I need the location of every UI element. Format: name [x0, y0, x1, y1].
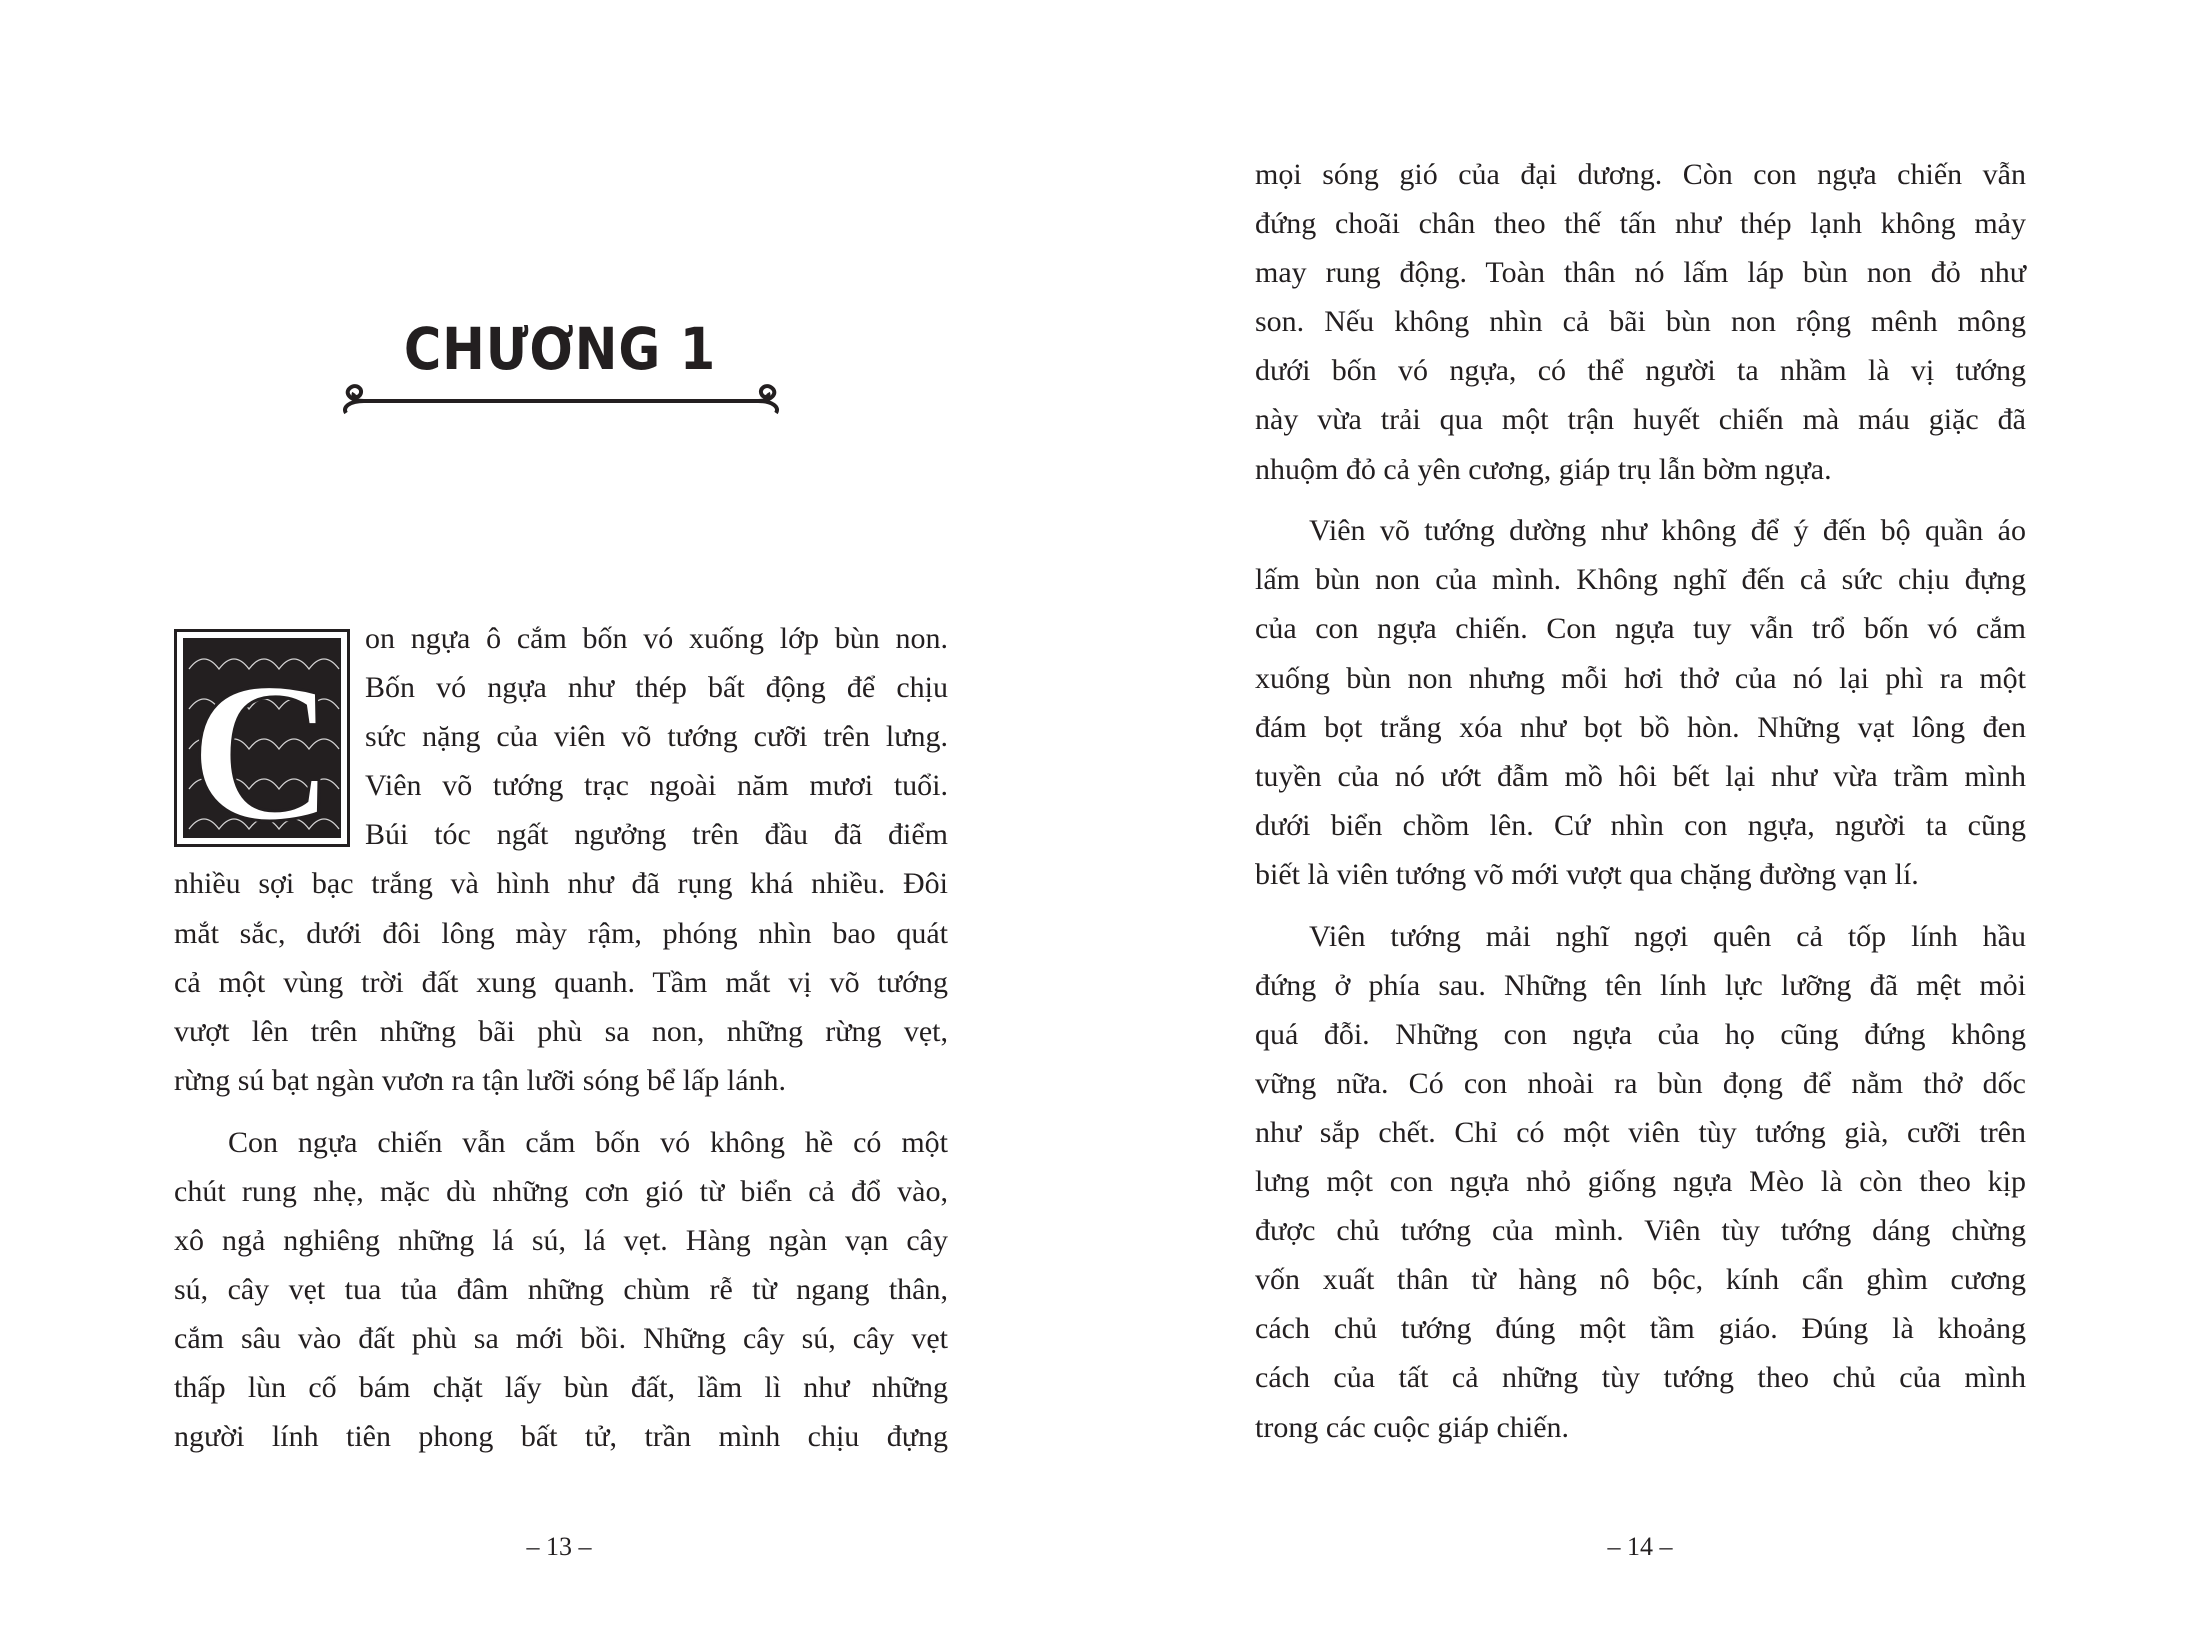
- paragraph: [1255, 150, 2026, 494]
- chapter-ornament-divider: [336, 383, 786, 419]
- text-line: trong các cuộc giáp chiến.: [1255, 1410, 1570, 1444]
- text-line: may rung động. Toàn thân nó lấm láp bùn non đỏ như: [1255, 256, 2026, 290]
- text-line: lấm bùn non của mình. Không nghĩ đến cả sức chịu đựng: [1255, 563, 2026, 597]
- text-line: Viên võ tướng dường như không để ý đến bộ quần áo: [1309, 514, 2026, 548]
- text-line: nhiều sợi bạc trắng và hình như đã rụng khá nhiều. Đôi: [174, 867, 948, 901]
- text-line: tuyền của nó ướt đẫm mồ hôi bết lại như vừa trầm mình: [1255, 759, 2026, 793]
- svg-text:C: C: [189, 642, 335, 847]
- right-text-column: [1255, 150, 2026, 1464]
- text-line: vượt lên trên những bãi phù sa non, những rừng vẹt,: [174, 1014, 948, 1048]
- text-line: xuống bùn non nhưng mỗi hơi thở của nó lại phì ra một: [1255, 661, 2026, 695]
- text-line: đứng ở phía sau. Những tên lính lực lưỡng đã mệt mỏi: [1255, 968, 2026, 1002]
- text-line: on ngựa ô cắm bốn vó xuống lớp bùn non.: [365, 622, 948, 655]
- page-number: – 13 –: [526, 1532, 592, 1561]
- text-line: nhuộm đỏ cả yên cương, giáp trụ lẫn bờm ngựa.: [1255, 452, 1832, 486]
- text-line: quá đỗi. Những con ngựa của họ cũng đứng không: [1255, 1017, 2026, 1051]
- text-line: của con ngựa chiến. Con ngựa tuy vẫn trổ bốn vó cắm: [1255, 612, 2026, 646]
- paragraph: [1255, 912, 2026, 1452]
- text-line: chút rung nhẹ, mặc dù những cơn gió từ biển cả đổ vào,: [174, 1174, 948, 1208]
- text-line: này vừa trải qua một trận huyết chiến mà máu giặc đã: [1255, 403, 2026, 437]
- text-line: cách chủ tướng đúng một tầm giáo. Đúng là khoảng: [1255, 1312, 2026, 1346]
- right-page: [1095, 0, 2190, 1646]
- text-line: mọi sóng gió của đại dương. Còn con ngựa chiến vẫn: [1255, 158, 2026, 191]
- text-line: son. Nếu không nhìn cả bãi bùn non rộng mênh mông: [1255, 305, 2026, 339]
- chapter-title: CHƯƠNG 1: [403, 315, 717, 383]
- text-line: vốn xuất thân từ hàng nô bộc, kính cẩn ghìm cương: [1255, 1263, 2026, 1297]
- text-line: lưng một con ngựa nhỏ giống ngựa Mèo là còn theo kịp: [1255, 1165, 2026, 1199]
- text-line: Viên võ tướng trạc ngoài năm mươi tuổi.: [365, 769, 948, 803]
- text-line: rừng sú bạt ngàn vươn ra tận lưỡi sóng bể lấp lánh.: [174, 1063, 787, 1097]
- text-line: Viên tướng mải nghĩ ngợi quên cả tốp lính hầu: [1309, 919, 2026, 953]
- text-line: biết là viên tướng võ mới vượt qua chặng đường vạn lí.: [1255, 857, 1919, 891]
- text-line: Bốn vó ngựa như thép bất động để chịu: [365, 671, 948, 705]
- text-line: đứng choãi chân theo thế tấn như thép lạnh không mảy: [1255, 207, 2026, 241]
- text-line: đám bọt trắng xóa như bọt bồ hòn. Những vạt lông đen: [1255, 710, 2026, 744]
- paragraph: [174, 614, 948, 1105]
- text-line: dưới bốn vó ngựa, có thể người ta nhầm là vị tướng: [1255, 354, 2026, 388]
- text-line: thấp lùn cố bám chặt lấy bùn đất, lầm lì như những: [174, 1371, 948, 1404]
- text-line: dưới biển chồm lên. Cứ nhìn con ngựa, người ta cũng: [1255, 808, 2026, 842]
- text-line: cách của tất cả những tùy tướng theo chủ của mình: [1255, 1361, 2026, 1395]
- text-line: cắm sâu vào đất phù sa mới bồi. Những cây sú, cây vẹt: [174, 1321, 948, 1355]
- text-line: Con ngựa chiến vẫn cắm bốn vó không hề có một: [228, 1125, 948, 1159]
- text-line: người lính tiên phong bất tử, trần mình chịu đựng: [174, 1420, 948, 1454]
- paragraph: [174, 1118, 948, 1462]
- text-line: được chủ tướng của mình. Viên tùy tướng dáng chừng: [1255, 1214, 2026, 1248]
- page-number: – 14 –: [1607, 1532, 1673, 1561]
- text-line: mắt sắc, dưới đôi lông mày rậm, phóng nhìn bao quát: [174, 916, 948, 950]
- text-line: sức nặng của viên võ tướng cưỡi trên lưng.: [365, 720, 948, 754]
- text-line: Búi tóc ngất ngưởng trên đầu đã điểm: [365, 818, 948, 852]
- text-line: sú, cây vẹt tua tủa đâm những chùm rễ từ ngang thân,: [174, 1272, 948, 1306]
- paragraph: [1255, 506, 2026, 899]
- left-text-column: [174, 614, 948, 1474]
- text-line: cả một vùng trời đất xung quanh. Tầm mắt vị võ tướng: [174, 965, 948, 999]
- text-line: như sắp chết. Chỉ có một viên tùy tướng già, cưỡi trên: [1255, 1115, 2026, 1149]
- text-line: vững nữa. Có con nhoài ra bùn đọng để nằm thở dốc: [1255, 1066, 2026, 1100]
- text-line: xô ngả nghiêng những lá sú, lá vẹt. Hàng ngàn vạn cây: [174, 1223, 948, 1257]
